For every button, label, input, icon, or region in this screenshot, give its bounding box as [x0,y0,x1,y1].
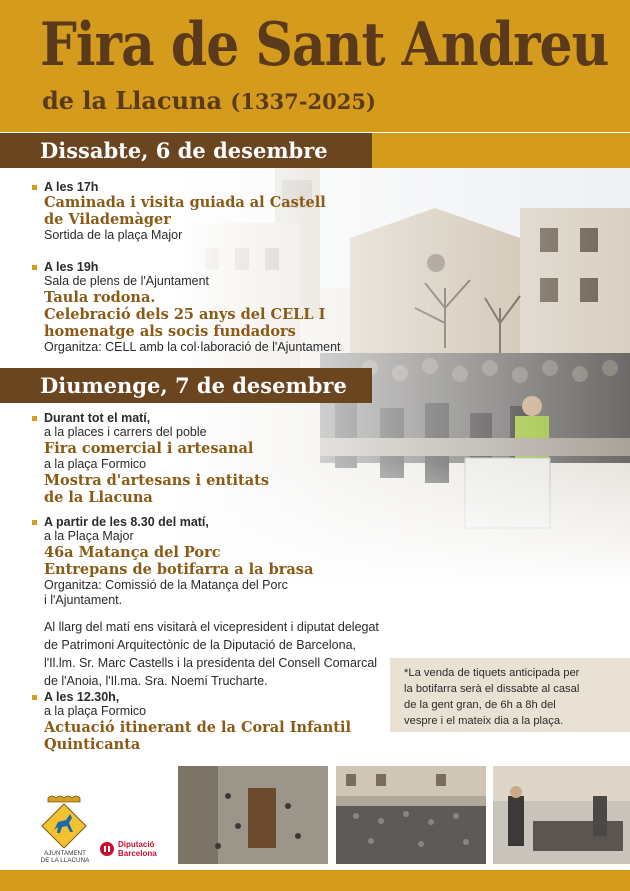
event-sunday-choir [32,690,351,753]
event-headline: de la Llacuna [44,489,153,506]
ajuntament-line: DE LA LLACUNA [40,857,90,864]
photo-crowd-plaza [336,766,486,864]
event-organizer: Organitza: Comissió de la Matança del Porc [44,578,288,592]
poster-title: Fira de Sant Andreu [40,10,609,81]
event-place: a la Plaça Major [44,529,134,543]
subtitle-place: de la Llacuna [42,86,223,115]
subtitle-years: (1337-2025) [230,89,376,114]
ajuntament-label [30,850,100,864]
llacuna-coat-of-arms-icon [36,792,92,853]
diputacio-logo-icon [100,842,114,856]
event-organizer: Organitza: CELL amb la col·laboració de l'Ajuntament [44,340,341,354]
sunday-label: Diumenge, 7 de desembre [40,373,347,398]
event-time: A partir de les 8.30 del matí, [32,515,313,529]
event-place: a la plaça Formico [44,704,147,718]
paragraph-line: de l'Anoia, l'Il.ma. Sra. Noemí Trucharte. [44,674,268,688]
event-time: A les 19h [32,260,341,274]
saturday-heading [0,133,372,168]
event-headline: Quinticanta [44,736,141,753]
event-headline: Taula rodona. [44,289,156,306]
event-organizer: i l'Ajuntament. [44,593,123,607]
footer-band [0,870,630,891]
note-line: vespre i el mateix dia a la plaça. [404,715,564,727]
event-sunday-fair [32,411,269,506]
note-line: la botifarra serà el dissabte al casal [404,683,580,695]
poster-subtitle [42,86,376,115]
event-headline: homenatge als socis fundadors [44,323,296,340]
visit-paragraph [44,618,379,690]
paragraph-line: de Patrimoni Arquitectònic de la Diputació de Barcelona, [44,638,356,652]
event-venue: Sala de plens de l'Ajuntament [44,274,209,288]
event-headline: Celebració dels 25 anys del CELL I [44,306,326,323]
ajuntament-line: AJUNTAMENT [44,850,86,857]
event-place: a la places i carrers del poble [44,425,207,439]
sunday-heading [0,368,372,403]
event-time: A les 17h [32,180,326,194]
ticket-note [390,658,630,732]
paragraph-line: Al llarg del matí ens visitarà el vicepresident i diputat delegat [44,620,379,634]
note-line: de la gent gran, de 6h a 8h del [404,699,556,711]
event-saturday-roundtable [32,260,341,355]
diputacio-label [118,841,157,858]
photo-square-aerial [178,766,328,864]
event-headline: Entrepans de botifarra a la brasa [44,561,314,578]
event-saturday-walk [32,180,326,243]
event-detail: Sortida de la plaça Major [44,228,183,242]
saturday-label: Dissabte, 6 de desembre [40,138,328,163]
note-line: *La venda de tiquets anticipada per [404,667,580,679]
event-place: a la plaça Formico [44,457,147,471]
event-headline: Actuació itinerant de la Coral Infantil [44,719,351,736]
saturday-bar-accent [372,133,630,168]
paragraph-line: l'Il.lm. Sr. Marc Castells i la presidenta del Consell Comarcal [44,656,378,670]
event-time: A les 12.30h, [32,690,351,704]
event-headline: 46a Matança del Porc [44,544,221,561]
diputacio-line: Barcelona [118,848,157,858]
event-headline: Fira comercial i artesanal [44,440,254,457]
event-headline: de Vilademàger [44,211,171,228]
event-time: Durant tot el matí, [32,411,269,425]
event-headline: Caminada i visita guiada al Castell [44,194,326,211]
photo-grill [493,766,630,864]
diputacio-line: Diputació [118,840,155,849]
event-headline: Mostra d'artesans i entitats [44,472,269,489]
event-sunday-matanca [32,515,313,608]
